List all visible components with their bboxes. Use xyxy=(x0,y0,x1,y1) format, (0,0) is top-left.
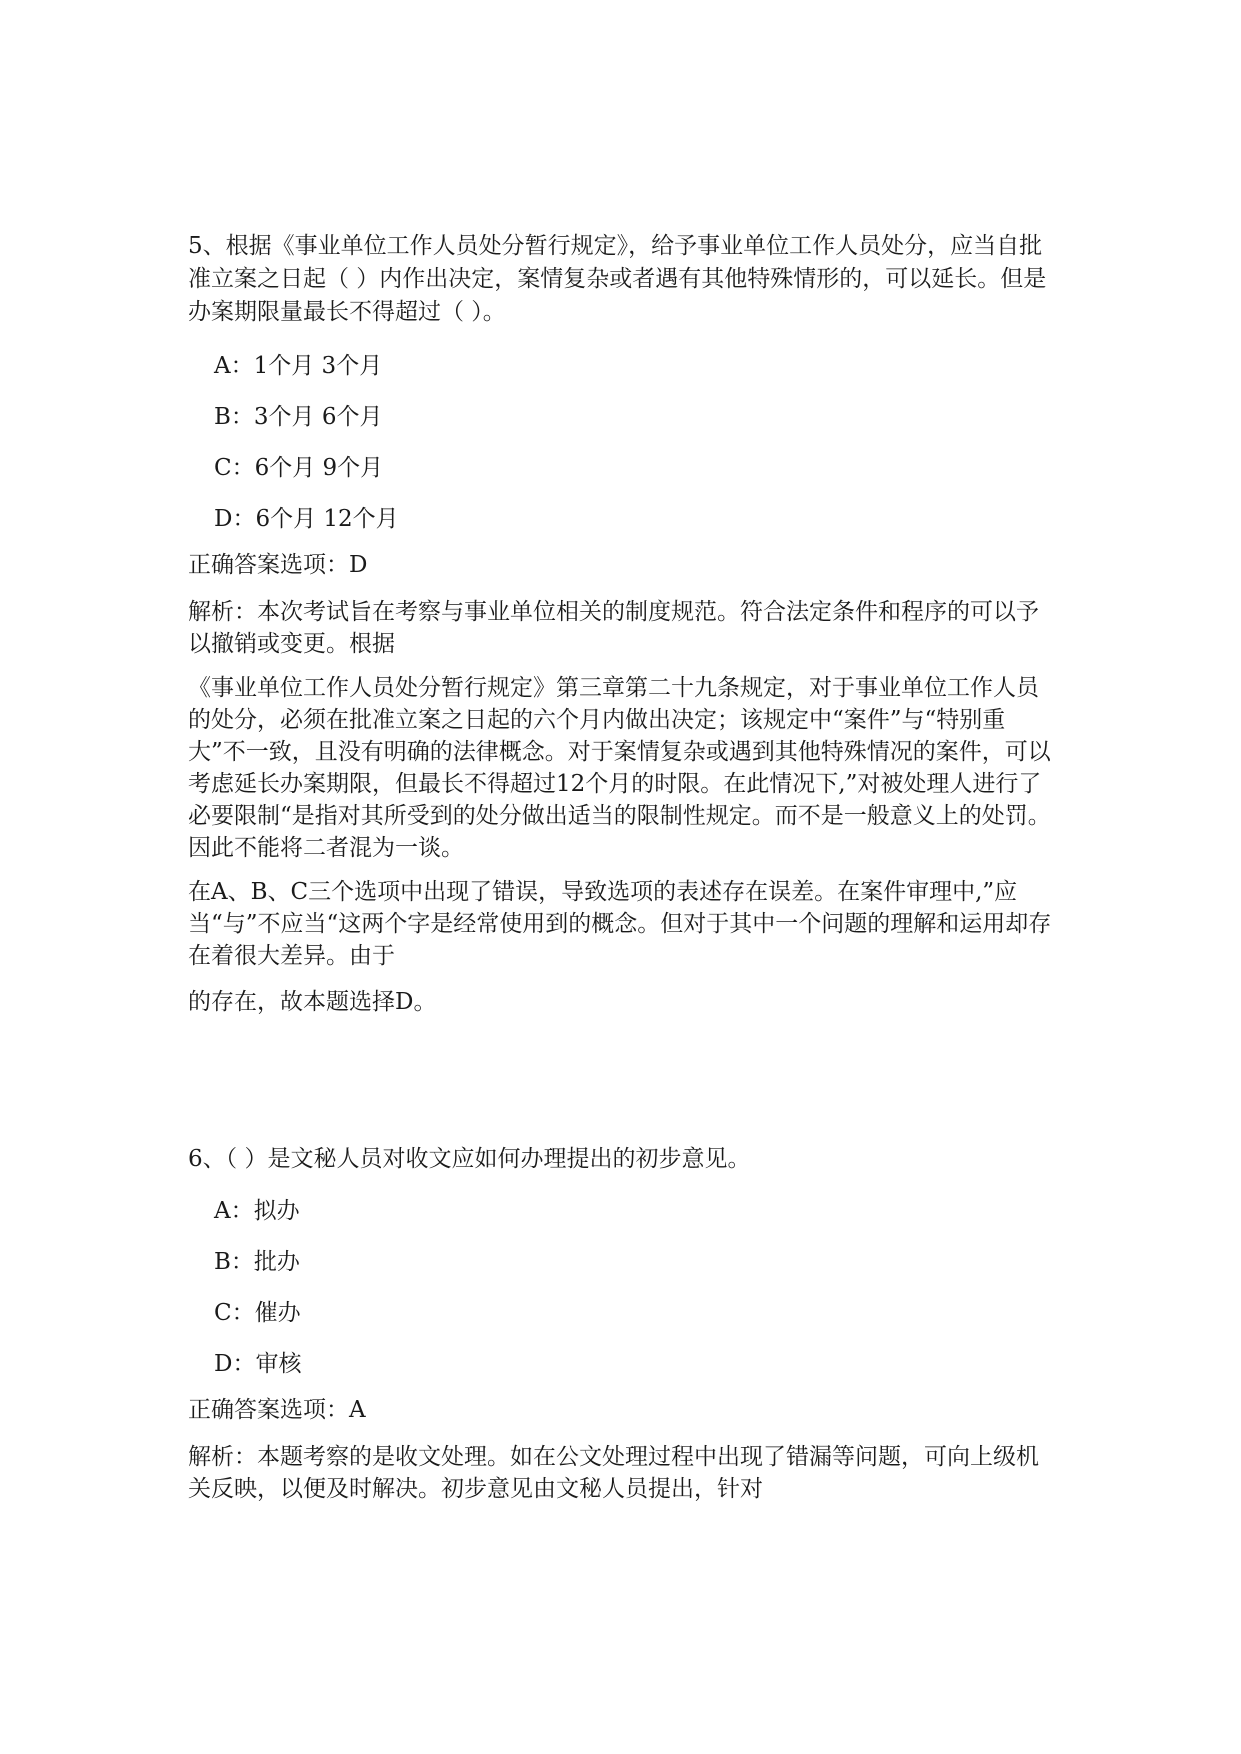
option-list xyxy=(188,341,1058,545)
option-b: B：3个月 6个月 xyxy=(214,404,383,430)
option-list xyxy=(188,1186,1058,1390)
option-d: D：6个月 12个月 xyxy=(214,506,399,532)
analysis-paragraph: 《事业单位工作人员处分暂行规定》第三章第二十九条规定，对于事业单位工作人员的处分，必须在批准立案之日起的六个月内做出决定；该规定中“案件”与“特别重大”不一致，且没有明确的法律概念。对于案情复杂或遇到其他特殊情况的案件，可以考虑延长办案期限，但最长不得超过12个月的时限。在此情况下,”对被处理人进行了必要限制“是指对其所受到的处分做出适当的限制性规定。而不是一般意义上的处罚。因此不能将二者混为一谈。 xyxy=(188,675,1051,861)
option-c: C：催办 xyxy=(214,1300,301,1326)
option-a: A：拟办 xyxy=(214,1198,300,1224)
analysis-paragraph: 解析：本题考察的是收文处理。如在公文处理过程中出现了错漏等问题，可向上级机关反映，以便及时解决。初步意见由文秘人员提出，针对 xyxy=(188,1444,1039,1502)
question-stem: 5、根据《事业单位工作人员处分暂行规定》，给予事业单位工作人员处分，应当自批准立案之日起（ ）内作出决定，案情复杂或者遇有其他特殊情形的，可以延长。但是办案期限量最长不得超过（ ）。 xyxy=(188,233,1047,325)
analysis-paragraph: 在A、B、C三个选项中出现了错误，导致选项的表述存在误差。在案件审理中,”应当“与”不应当“这两个字是经常使用到的概念。但对于其中一个问题的理解和运用却存在着很大差异。由于 xyxy=(188,879,1052,969)
analysis-paragraph: 解析：本次考试旨在考察与事业单位相关的制度规范。符合法定条件和程序的可以予以撤销或变更。根据 xyxy=(188,599,1039,657)
question-6 xyxy=(188,1143,1058,1517)
question-5 xyxy=(188,230,1058,1030)
option-b: B：批办 xyxy=(214,1249,300,1275)
analysis-paragraph: 的存在，故本题选择D。 xyxy=(188,989,437,1015)
correct-answer: 正确答案选项：A xyxy=(188,1397,366,1423)
correct-answer: 正确答案选项：D xyxy=(188,552,368,578)
option-a: A：1个月 3个月 xyxy=(214,353,383,379)
question-stem: 6、（ ）是文秘人员对收文应如何办理提出的初步意见。 xyxy=(188,1146,751,1172)
option-c: C：6个月 9个月 xyxy=(214,455,384,481)
option-d: D：审核 xyxy=(214,1351,302,1377)
